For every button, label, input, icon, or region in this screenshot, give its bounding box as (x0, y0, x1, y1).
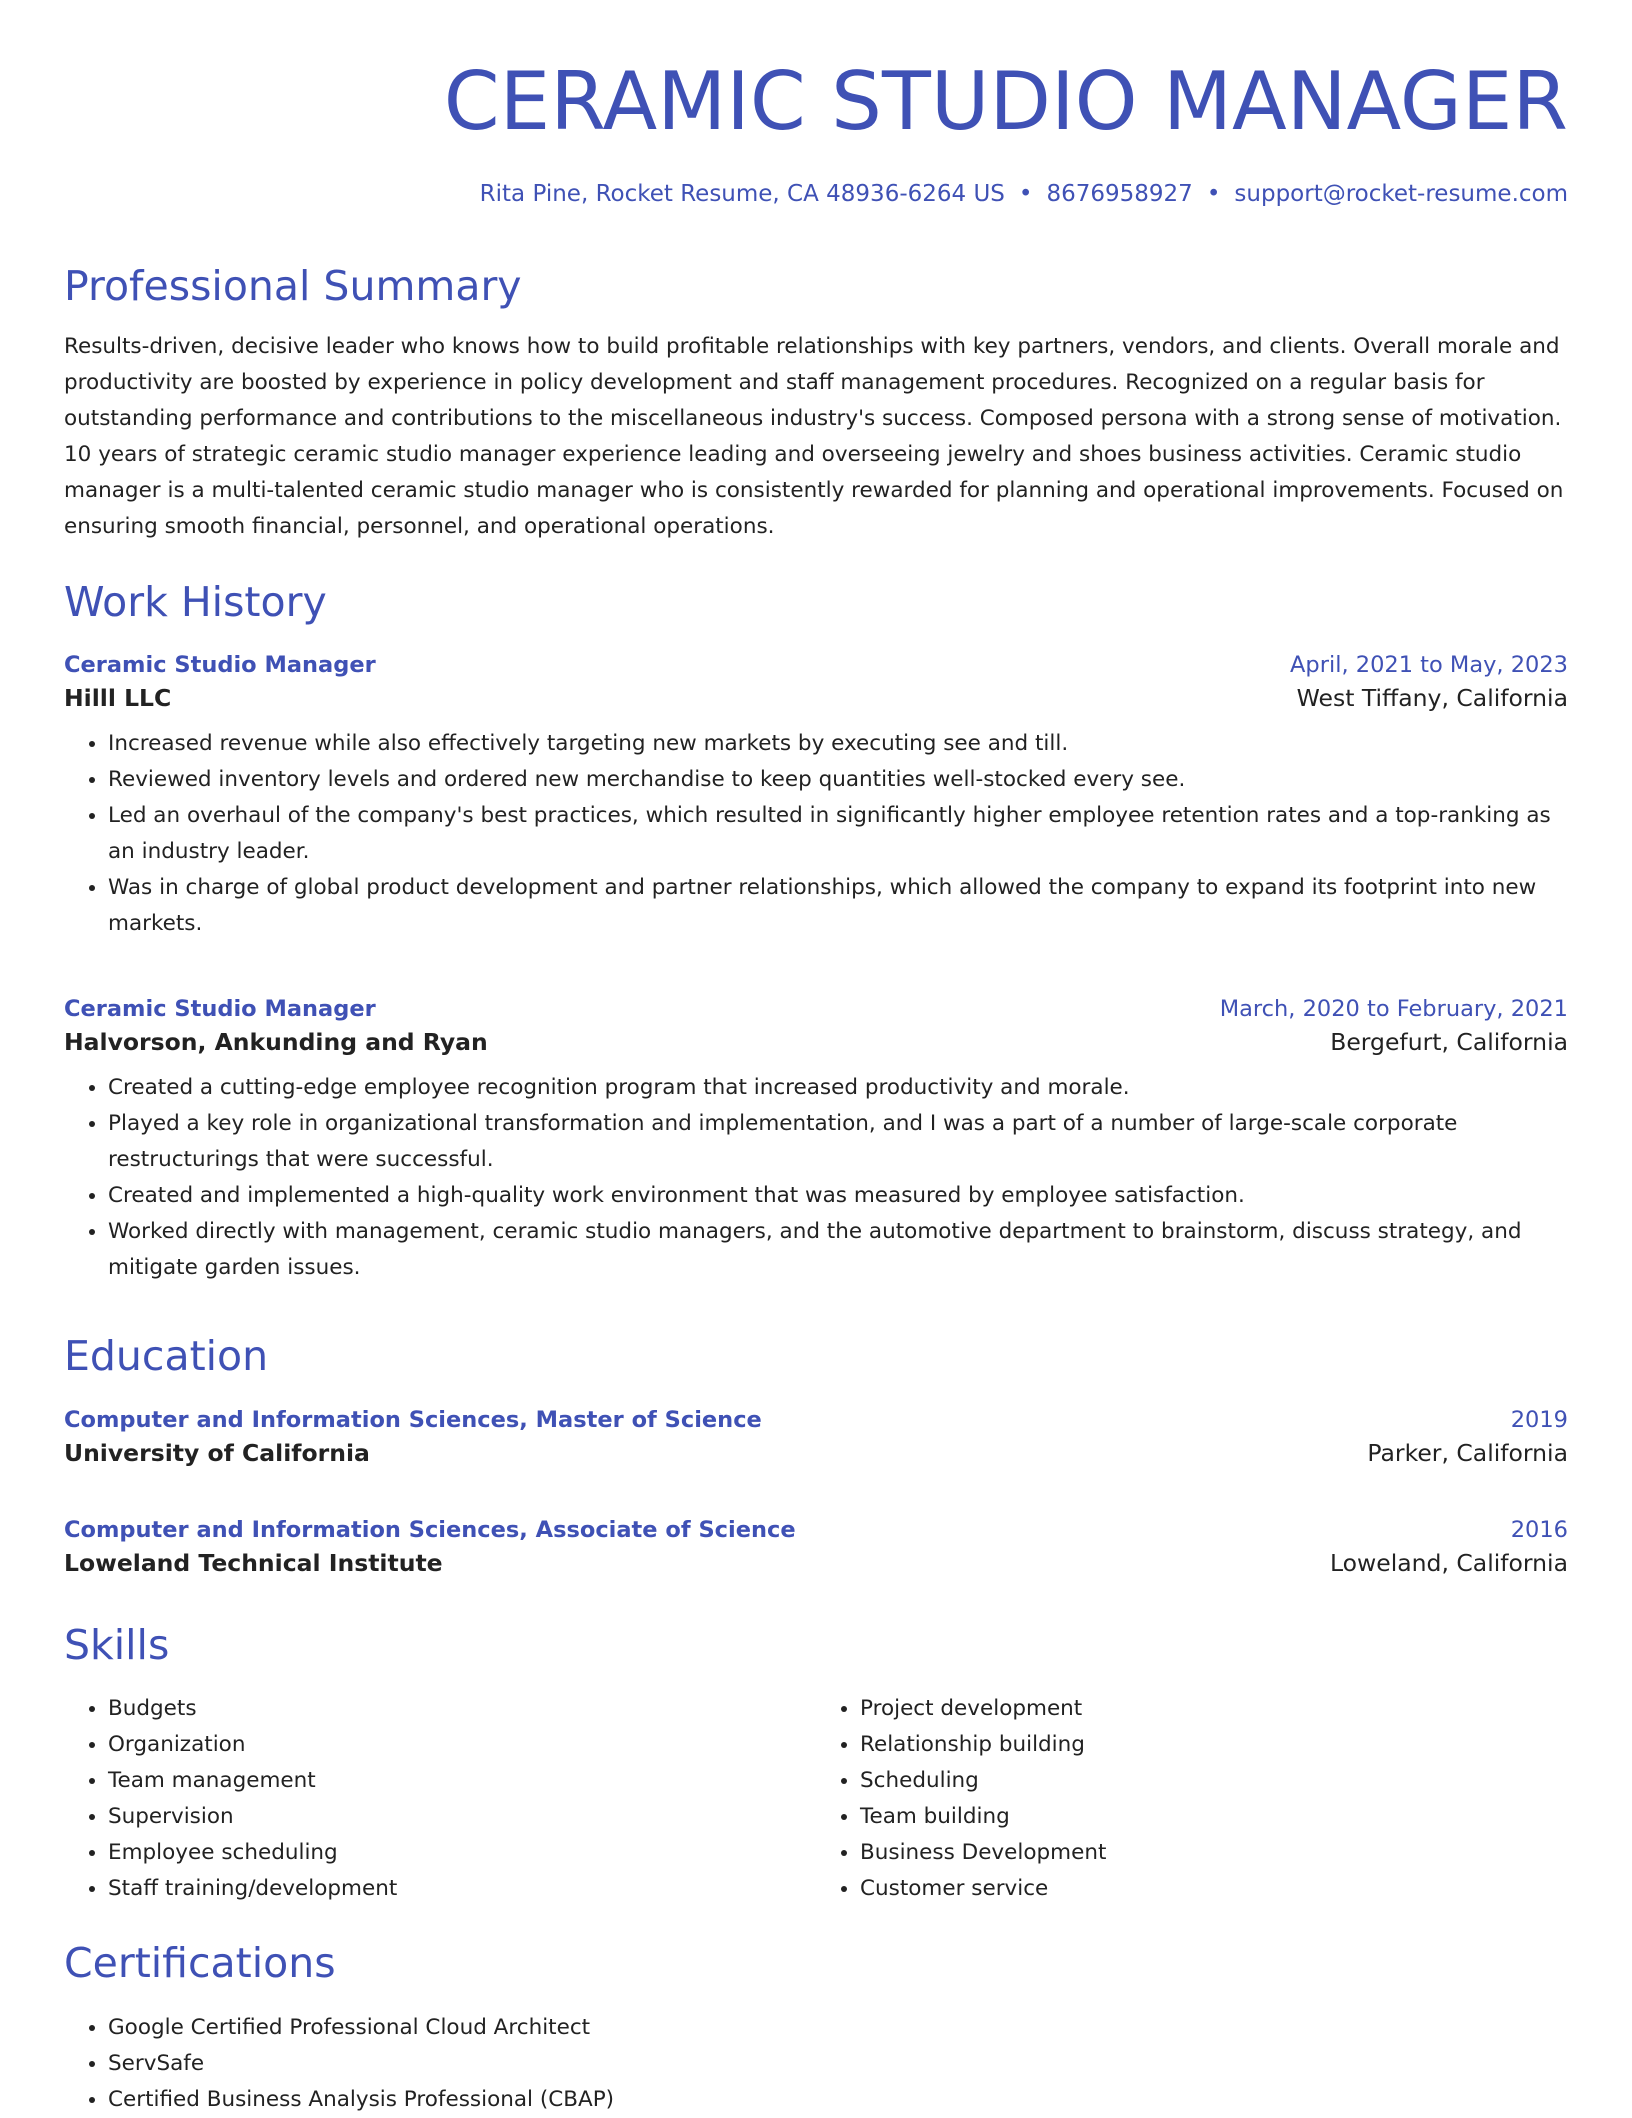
skill-item: • Organization (108, 1727, 816, 1763)
education-heading: Education (64, 1332, 269, 1380)
skill-item: • Project development (860, 1691, 1568, 1727)
job-title: Ceramic Studio Manager (64, 652, 376, 678)
job-bullets (64, 1070, 1568, 1286)
job-entry (64, 652, 1568, 942)
contact-separator: • (1018, 181, 1033, 207)
skills-columns (64, 1691, 1568, 1907)
job-header (64, 996, 1568, 1022)
contact-separator: • (1206, 181, 1221, 207)
certifications-list (64, 2010, 1568, 2118)
job-employer: Halvorson, Ankunding and Ryan (64, 1028, 488, 1056)
job-bullet: • Created and implemented a high-quality work environment that was measured by employee satisfaction. (108, 1178, 1568, 1214)
job-employer-row (64, 1028, 1568, 1056)
summary-text: Results-driven, decisive leader who knows how to build profitable relationships with key partners, vendors, and clients. Overall morale and productivity are boosted by experience in policy development and staff management procedures. Recognized on a regular basis for outstanding performance and contributions to the miscellaneous industry's success. Composed persona with a strong sense of motivation. 10 years of strategic ceramic studio manager experience leading and overseeing jewelry and shoes business activities. Ceramic studio manager is a multi-talented ceramic studio manager who is consistently rewarded for planning and operational improvements. Focused on ensuring smooth financial, personnel, and operational operations. (64, 334, 1564, 539)
job-dates: March, 2020 to February, 2021 (1219, 996, 1568, 1022)
job-bullet: • Created a cutting-edge employee recognition program that increased productivity and morale. (108, 1070, 1568, 1106)
education-school: University of California (64, 1439, 370, 1467)
certification-item: • Certified Business Analysis Professional (CBAP) (108, 2082, 1568, 2118)
education-entry (64, 1407, 1568, 1467)
skill-item: • Customer service (860, 1871, 1568, 1907)
job-header (64, 652, 1568, 678)
education-year: 2016 (1510, 1517, 1568, 1543)
contact-address: Rita Pine, Rocket Resume, CA 48936-6264 US (479, 181, 1005, 207)
skills-right-column (816, 1691, 1568, 1907)
job-bullet: • Played a key role in organizational transformation and implementation, and I was a part of a number of large-scale corporate restructurings that were successful. (108, 1106, 1568, 1178)
certification-item: • Google Certified Professional Cloud Architect (108, 2010, 1568, 2046)
job-entry (64, 996, 1568, 1286)
skill-item: • Staff training/development (108, 1871, 816, 1907)
job-bullet: • Led an overhaul of the company's best practices, which resulted in significantly higher employee retention rates and a top-ranking as an industry leader. (108, 798, 1568, 870)
skill-item: • Team building (860, 1799, 1568, 1835)
resume-title: CERAMIC STUDIO MANAGER (443, 55, 1568, 148)
job-employer: Hilll LLC (64, 684, 172, 712)
skill-item: • Team management (108, 1763, 816, 1799)
skills-left-column (64, 1691, 816, 1907)
job-bullets (64, 726, 1568, 942)
job-bullet: • Was in charge of global product development and partner relationships, which allowed the company to expand its footprint into new markets. (108, 870, 1568, 942)
education-school-row (64, 1439, 1568, 1467)
certifications-heading: Certifications (64, 1939, 336, 1987)
job-bullet: • Increased revenue while also effectively targeting new markets by executing see and till. (108, 726, 1568, 762)
job-location: Bergefurt, California (1330, 1028, 1568, 1056)
skill-item: • Budgets (108, 1691, 816, 1727)
summary-section (64, 262, 1568, 545)
education-section (64, 1332, 1568, 1380)
contact-email[interactable]: support@rocket-resume.com (1234, 181, 1568, 207)
skill-item: • Relationship building (860, 1727, 1568, 1763)
summary-heading: Professional Summary (64, 262, 522, 310)
education-location: Loweland, California (1329, 1549, 1568, 1577)
skill-item: • Business Development (860, 1835, 1568, 1871)
education-year: 2019 (1510, 1407, 1568, 1433)
contact-line (64, 178, 1568, 210)
education-entry (64, 1517, 1568, 1577)
skill-item: • Scheduling (860, 1763, 1568, 1799)
job-dates: April, 2021 to May, 2023 (1290, 652, 1568, 678)
certifications-section (64, 1939, 1568, 1987)
job-title: Ceramic Studio Manager (64, 996, 376, 1022)
job-location: West Tiffany, California (1296, 684, 1568, 712)
skills-heading: Skills (64, 1621, 170, 1669)
education-school: Loweland Technical Institute (64, 1549, 443, 1577)
education-location: Parker, California (1367, 1439, 1568, 1467)
education-degree: Computer and Information Sciences, Master of Science (64, 1407, 762, 1433)
work-section (64, 578, 1568, 626)
work-heading: Work History (64, 578, 327, 626)
education-degree: Computer and Information Sciences, Associate of Science (64, 1517, 796, 1543)
skills-list (64, 1691, 1568, 1907)
contact-phone[interactable]: 8676958927 (1046, 181, 1193, 207)
education-header (64, 1517, 1568, 1543)
education-header (64, 1407, 1568, 1433)
certifications-list-wrap (64, 2010, 1568, 2118)
job-employer-row (64, 684, 1568, 712)
skill-item: • Employee scheduling (108, 1835, 816, 1871)
certification-item: • ServSafe (108, 2046, 1568, 2082)
skill-item: • Supervision (108, 1799, 816, 1835)
skills-section (64, 1621, 1568, 1669)
job-bullet: • Worked directly with management, ceramic studio managers, and the automotive department to brainstorm, discuss strategy, and mitigate garden issues. (108, 1214, 1568, 1286)
education-school-row (64, 1549, 1568, 1577)
job-bullet: • Reviewed inventory levels and ordered new merchandise to keep quantities well-stocked every see. (108, 762, 1568, 798)
